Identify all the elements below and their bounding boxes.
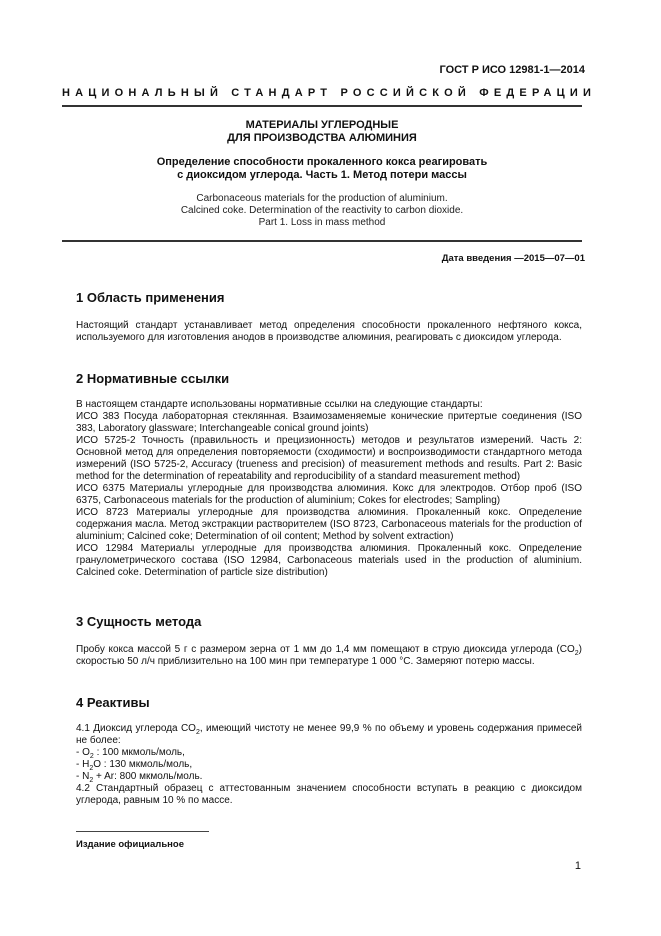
reagent-4-1: [76, 723, 582, 747]
subtitle-line-1: Определение способности прокаленного кокса реагировать: [156, 156, 488, 168]
impurity-h2o-subscript: 2: [89, 765, 94, 772]
co2-subscript: 2: [195, 729, 200, 736]
english-title: [62, 193, 582, 229]
section-4-body: [76, 723, 582, 807]
reference-item: ИСО 5725-2 Точность (правильность и прецизионность) методов и результатов измерений. Часть 2: Основной метод для определения повторяемости (сходимости) и воспроизводимости стандартного метода измерений (ISO 5725-2, Accuracy (trueness and precision) of measurement methods and results. Part 2: Basic method for the determination of repeatability and reproducibility of a standard measurement method): [76, 435, 582, 482]
impurity-h2o-value: O : 130 мкмоль/моль,: [93, 759, 193, 770]
impurity-h2o-label: - H: [76, 759, 90, 770]
document-subtitle: [62, 156, 582, 182]
official-edition-label: Издание официальное: [76, 839, 184, 850]
footer-divider: [76, 831, 209, 832]
title-divider: [62, 240, 582, 242]
section-3-heading: 3 Сущность метода: [76, 614, 202, 629]
section-1-heading: 1 Область применения: [76, 290, 225, 305]
reference-item: ИСО 12984 Материалы углеродные для производства алюминия. Прокаленный кокс. Определение гранулометрического состава (ISO 12984, Carbonaceous materials used in the production of aluminium. Calcined coke. Determination of particle size distribution): [76, 543, 582, 578]
header-divider: [62, 105, 582, 107]
gost-number: ГОСТ Р ИСО 12981-1—2014: [439, 64, 585, 76]
reagent-4-2: 4.2 Стандартный образец с аттестованным значением способности вступать в реакцию с диоксидом углерода, равным 10 % по массе.: [76, 783, 582, 806]
section-3-text: [76, 644, 582, 668]
section-4-heading: 4 Реактивы: [76, 695, 150, 710]
section-3-text-before: Пробу кокса массой 5 г с размером зерна от 1 мм до 1,4 мм помещают в струю диоксида углерода (CO: [76, 644, 575, 655]
section-2-intro: В настоящем стандарте использованы нормативные ссылки на следующие стандарты:: [76, 399, 483, 410]
section-3-body: [76, 644, 582, 668]
impurity-item-h2o: [76, 759, 582, 771]
english-title-line-3: Part 1. Loss in mass method: [258, 217, 386, 228]
introduction-date: Дата введения —2015—07—01: [441, 253, 585, 264]
english-title-line-2: Calcined coke. Determination of the reactivity to carbon dioxide.: [180, 205, 464, 216]
section-3-text-after: ) скоростью 50 л/ч приблизительно на 100 мин при температуре 1 000 °С. Замеряют потерю массы.: [76, 644, 582, 667]
reference-item: ИСО 8723 Материалы углеродные для производства алюминия. Прокаленный кокс. Определение содержания масла. Метод экстракции растворителем (ISO 8723, Carbonaceous materials for the production of aluminium; Calcined coke; Determination of oil content; Method by solvent extraction): [76, 507, 582, 542]
national-standard-banner: НАЦИОНАЛЬНЫЙ СТАНДАРТ РОССИЙСКОЙ ФЕДЕРАЦИИ: [62, 87, 597, 99]
reagent-4-1-text: 4.1 Диоксид углерода CO: [76, 723, 196, 734]
reference-item: ИСО 6375 Материалы углеродные для производства алюминия. Кокс для электродов. Отбор проб (ISO 6375, Carbonaceous materials for the production of aluminium; Cokes for electrodes; Sampling): [76, 483, 582, 506]
section-2-body: [76, 399, 582, 579]
impurity-n2-value: + Ar: 800 мкмоль/моль.: [93, 771, 203, 782]
section-1-body: [76, 320, 582, 344]
document-title: [62, 119, 582, 145]
impurity-o2-label: - O: [76, 747, 90, 758]
impurity-o2-value: : 100 мкмоль/моль,: [93, 747, 185, 758]
impurity-o2-subscript: 2: [89, 753, 94, 760]
section-2-heading: 2 Нормативные ссылки: [76, 371, 230, 386]
co2-subscript: 2: [574, 650, 579, 657]
impurity-item-o2: [76, 747, 582, 759]
reagent-4-1-text-cont: , имеющий чистоту не менее 99,9 % по объему и уровень содержания примесей не более:: [76, 723, 582, 746]
page-number: 1: [574, 860, 581, 872]
english-title-line-1: Carbonaceous materials for the production of aluminium.: [196, 193, 448, 204]
impurity-n2-label: - N: [76, 771, 90, 782]
impurity-n2-subscript: 2: [89, 777, 94, 784]
title-line-2: ДЛЯ ПРОИЗВОДСТВА АЛЮМИНИЯ: [227, 132, 417, 144]
title-line-1: МАТЕРИАЛЫ УГЛЕРОДНЫЕ: [245, 119, 399, 131]
impurity-item-n2: [76, 771, 582, 783]
subtitle-line-2: с диоксидом углерода. Часть 1. Метод потери массы: [177, 169, 467, 181]
reference-item: ИСО 383 Посуда лабораторная стеклянная. Взаимозаменяемые конические притертые соединения (ISO 383, Laboratory glassware; Interchangeable conical ground joints): [76, 411, 582, 434]
section-1-text: Настоящий стандарт устанавливает метод определения способности прокаленного нефтяного кокса, используемого для изготовления анодов в производстве алюминия, реагировать с диоксидом углерода.: [76, 320, 582, 343]
